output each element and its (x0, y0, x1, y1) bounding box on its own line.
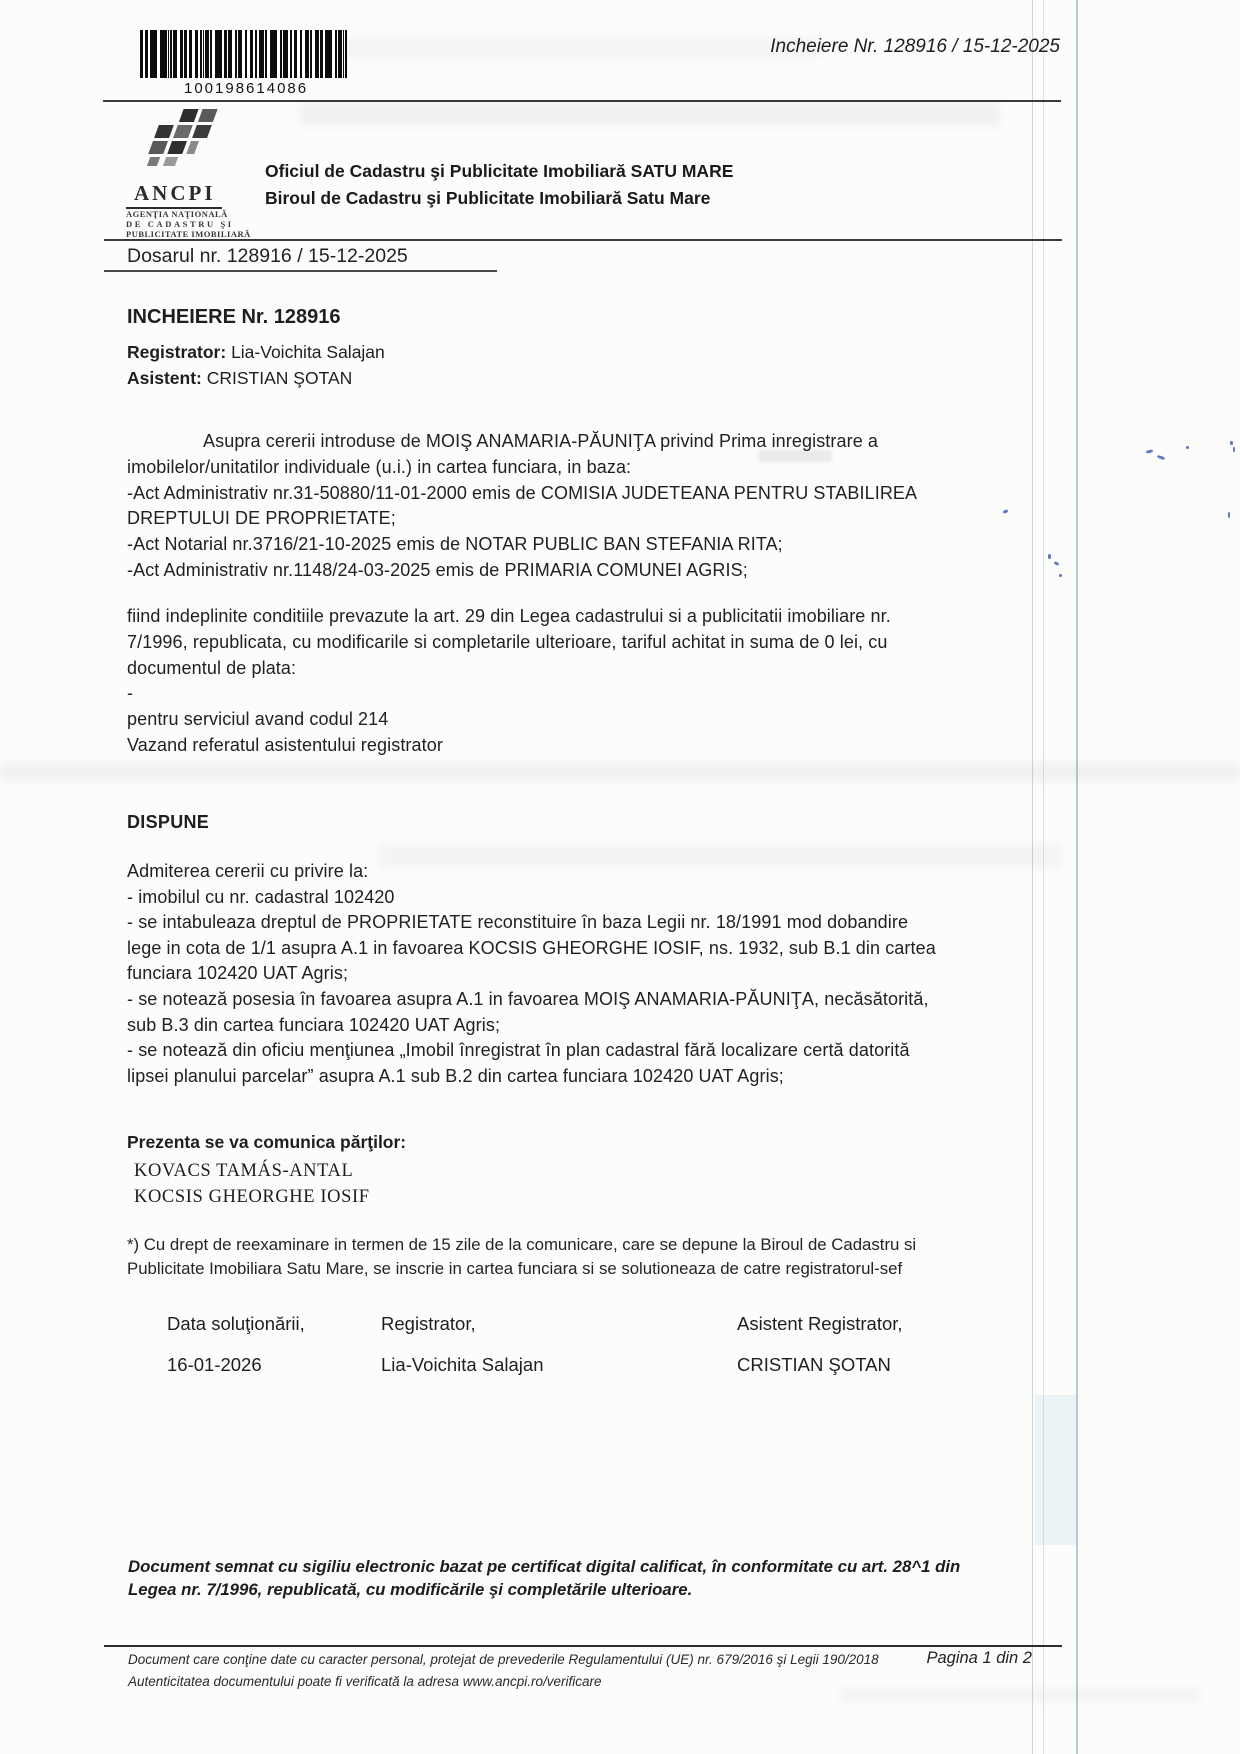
office-name-2: Biroul de Cadastru şi Publicitate Imobiliară Satu Mare (265, 188, 711, 208)
text-line: imobilelor/unitatilor individuale (u.i.) in cartea funciara, in baza: (127, 456, 632, 477)
ink-speck (1186, 446, 1189, 449)
header-rule-bottom (104, 239, 1062, 241)
signature-col-date (167, 1313, 305, 1376)
text-line: Asupra cererii introduse de MOIŞ ANAMARIA-PĂUNIŢA privind Prima inregistrare a (203, 431, 879, 451)
text-line: PUBLICITATE IMOBILIARĂ (126, 229, 251, 239)
scan-band-artifact (1035, 1395, 1077, 1545)
text-line: pentru serviciul avand codul 214 (127, 709, 389, 730)
text-line: Document semnat cu sigiliu electronic bazat pe certificat digital calificat, în conformitate cu art. 28^1 din (128, 1557, 961, 1576)
asistent-line (127, 368, 352, 389)
office-names (265, 158, 733, 212)
footer-verify-notice: Autenticitatea documentului poate fi verificată la adresa www.ancpi.ro/verificare (128, 1674, 602, 1689)
text-line: Admiterea cererii cu privire la: (127, 861, 369, 881)
registrator-line (127, 342, 385, 363)
footer-privacy-notice: Document care conţine date cu caracter personal, protejat de prevederile Regulamentului (UE) nr. 679/2016 şi Legii 190/2018 (128, 1652, 879, 1667)
scan-smudge (300, 104, 1000, 126)
signature-value: 16-01-2026 (167, 1354, 262, 1375)
text-line: Legea nr. 7/1996, republicată, cu modificările şi completările ulterioare. (128, 1579, 693, 1599)
dispune-heading: DISPUNE (127, 812, 210, 832)
footer-page-number: Pagina 1 din 2 (926, 1649, 1032, 1667)
scan-smudge (840, 1688, 1200, 1702)
text-line: -Act Notarial nr.3716/21-10-2025 emis de NOTAR PUBLIC BAN STEFANIA RITA; (127, 534, 783, 555)
ink-speck (1048, 554, 1051, 559)
text-line: - imobilul cu nr. cadastral 102420 (127, 886, 395, 907)
header-rule-top (103, 100, 1061, 102)
scan-line-artifact (1032, 0, 1033, 1754)
text-line: -Act Administrativ nr.31-50880/11-01-2000 emis de COMISIA JUDETEANA PENTRU STABILIREA (127, 482, 918, 503)
ink-speck (1157, 455, 1166, 461)
communicate-heading: Prezenta se va comunica părţilor: (127, 1132, 407, 1152)
text-line: funciara 102420 UAT Agris; (127, 963, 349, 984)
party-list (134, 1158, 370, 1210)
ink-speck (1059, 574, 1062, 577)
asistent-label: Asistent: (127, 368, 202, 388)
dosar-underline (104, 270, 497, 272)
registrator-name: Lia-Voichita Salajan (231, 342, 385, 362)
ink-speck (1146, 449, 1154, 454)
legal-notice (128, 1556, 960, 1601)
text-line: - se notează din oficiu menţiunea „Imobil înregistrat în plan cadastral fără localizare certă datorită (127, 1040, 910, 1061)
signature-col-registrator (381, 1313, 544, 1376)
ink-speck (1054, 561, 1060, 566)
text-line: - (127, 683, 134, 704)
conditions-paragraph (127, 604, 891, 759)
text-line: 7/1996, republicata, cu modificarile si completarile ulterioare, tariful achitat in suma de 0 lei, cu (127, 631, 888, 652)
incheiere-reference: Incheiere Nr. 128916 / 15-12-2025 (770, 36, 1060, 57)
text-line: KOCSIS GHEORGHE IOSIF (134, 1187, 370, 1207)
text-line: Vazand referatul asistentului registrator (127, 734, 443, 755)
office-name-1: Oficiul de Cadastru şi Publicitate Imobiliară SATU MARE (265, 161, 734, 181)
ink-speck (1233, 447, 1235, 452)
text-line: Publicitate Imobiliara Satu Mare, se inscrie in cartea funciara si se solutioneaza de catre registratorul-sef (127, 1258, 903, 1278)
text-line: DE CADASTRU ŞI (126, 219, 234, 229)
reexamination-note (127, 1233, 916, 1280)
footer-rule (104, 1645, 1062, 1647)
signature-value: CRISTIAN ŞOTAN (737, 1354, 891, 1375)
text-line: lege in cota de 1/1 asupra A.1 in favoarea KOCSIS GHEORGHE IOSIF, ns. 1932, sub B.1 din cartea (127, 937, 936, 958)
signature-label: Registrator, (381, 1313, 476, 1334)
scan-smudge (0, 762, 1240, 782)
text-line: documentul de plata: (127, 657, 297, 678)
barcode-number: 100198614086 (184, 80, 309, 97)
registrator-label: Registrator: (127, 342, 227, 362)
text-line: lipsei planului parcelar” asupra A.1 sub B.2 din cartea funciara 102420 UAT Agris; (127, 1065, 784, 1086)
ancpi-logo-icon (126, 108, 236, 174)
signature-col-asistent (737, 1313, 903, 1376)
text-line: fiind indeplinite conditiile prevazute la art. 29 din Legea cadastrului si a publicitatii imobiliare nr. (127, 606, 891, 626)
text-line: - se intabuleaza dreptul de PROPRIETATE reconstituire în baza Legii nr. 18/1991 mod dobandire (127, 912, 909, 933)
text-line: AGENŢIA NAŢIONALĂ (126, 209, 228, 219)
ancpi-acronym: ANCPI (126, 181, 222, 209)
incheiere-title: INCHEIERE Nr. 128916 (127, 306, 341, 328)
text-line: *) Cu drept de reexaminare in termen de 15 zile de la comunicare, care se depune la Biroul de Cadastru si (127, 1235, 917, 1254)
ink-speck (1003, 509, 1009, 514)
text-line: -Act Administrativ nr.1148/24-03-2025 emis de PRIMARIA COMUNEI AGRIS; (127, 559, 748, 580)
signature-label: Asistent Registrator, (737, 1313, 903, 1334)
asistent-name: CRISTIAN ŞOTAN (206, 368, 353, 388)
text-line: DREPTULUI DE PROPRIETATE; (127, 508, 396, 529)
signature-label: Data soluţionării, (167, 1313, 305, 1334)
ink-speck (1228, 512, 1230, 518)
dispune-items (127, 859, 936, 1089)
opening-paragraph (127, 429, 917, 584)
text-line: - se notează posesia în favoarea asupra A.1 in favoarea MOIŞ ANAMARIA-PĂUNIŢA, necăsătorită, (127, 988, 929, 1009)
text-line: KOVACS TAMÁS-ANTAL (134, 1161, 354, 1181)
dosar-line: Dosarul nr. 128916 / 15-12-2025 (127, 245, 408, 267)
ink-speck (1230, 441, 1233, 445)
text-line: sub B.3 din cartea funciara 102420 UAT Agris; (127, 1014, 501, 1035)
signature-value: Lia-Voichita Salajan (381, 1354, 544, 1375)
ancpi-subtitle (126, 209, 306, 239)
